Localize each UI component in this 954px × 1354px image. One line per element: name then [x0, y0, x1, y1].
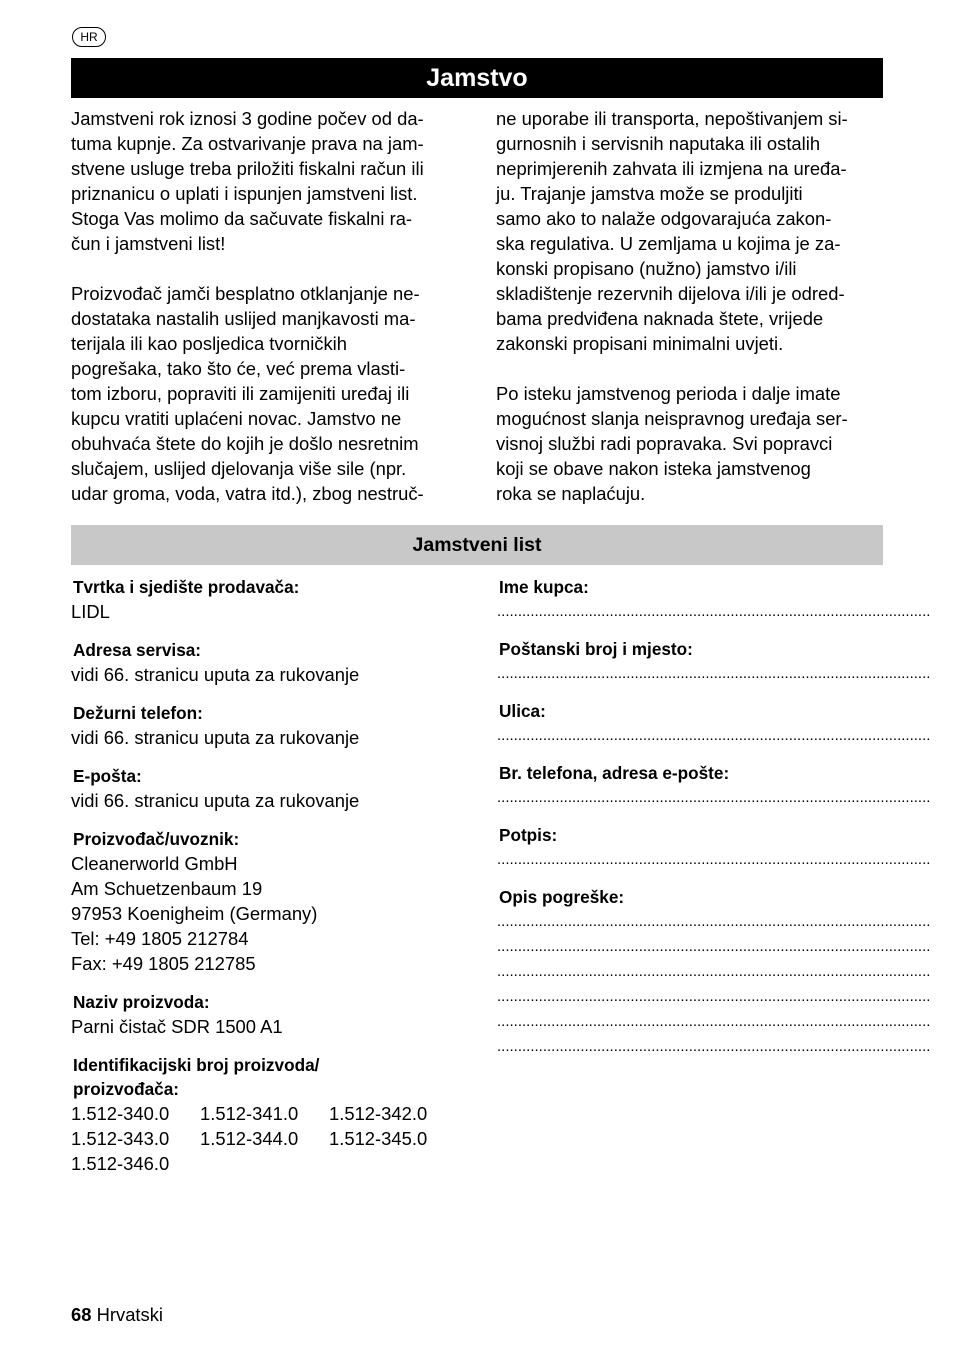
- field-value: vidi 66. stranicu uputa za rukovanje: [71, 727, 360, 748]
- text-line: ska regulativa. U zemljama u kojima je za-: [496, 233, 841, 254]
- footer-language: Hrvatski: [96, 1304, 164, 1325]
- dotted-fill-line[interactable]: ........................................................................................................: [497, 727, 931, 744]
- field-value: LIDL: [71, 601, 110, 622]
- text-line: Proizvođač jamči besplatno otklanjanje ne-: [71, 283, 420, 304]
- dotted-fill-line[interactable]: ........................................................................................................: [497, 1013, 931, 1030]
- field-value: Parni čistač SDR 1500 A1: [71, 1016, 283, 1037]
- text-line: skladištenje rezervnih dijelova i/ili je odred-: [496, 283, 845, 304]
- field-label: Ime kupca:: [499, 577, 589, 597]
- seller-info-column: [71, 575, 471, 1190]
- field-label: Identifikacijski broj proizvoda/: [73, 1055, 320, 1075]
- product-id-field: [71, 1053, 471, 1176]
- language-badge: HR: [72, 27, 106, 47]
- info-field: [71, 575, 471, 624]
- field-value: vidi 66. stranicu uputa za rukovanje: [71, 790, 360, 811]
- field-label: E-pošta:: [73, 766, 142, 786]
- field-value: Fax: +49 1805 212785: [71, 953, 256, 974]
- product-id: 1.512-341.0: [200, 1103, 299, 1124]
- text-line: priznanicu o uplati i ispunjen jamstveni list.: [71, 183, 418, 204]
- buyer-form-column: [497, 575, 931, 1072]
- section-title: Jamstveni list: [71, 525, 883, 565]
- product-id: 1.512-342.0: [329, 1103, 428, 1124]
- field-label: Adresa servisa:: [73, 640, 202, 660]
- dotted-fill-line[interactable]: ........................................................................................................: [497, 603, 931, 620]
- text-line: konski propisano (nužno) jamstvo i/ili: [496, 258, 797, 279]
- field-value: Cleanerworld GmbH: [71, 853, 238, 874]
- page-footer: [71, 1302, 163, 1327]
- field-label: Tvrtka i sjedište prodavača:: [73, 577, 300, 597]
- product-id: 1.512-343.0: [71, 1128, 170, 1149]
- dotted-fill-line[interactable]: ........................................................................................................: [497, 913, 931, 930]
- field-value: Am Schuetzenbaum 19: [71, 878, 263, 899]
- product-id-list: [71, 1101, 471, 1176]
- field-label: Potpis:: [499, 825, 558, 845]
- info-field: [71, 638, 471, 687]
- text-line: gurnosnih i servisnih naputaka ili ostalih: [496, 133, 821, 154]
- info-field: [71, 701, 471, 750]
- field-label: Poštanski broj i mjesto:: [499, 639, 693, 659]
- text-line: ju. Trajanje jamstva može se produljiti: [496, 183, 803, 204]
- buyer-field: [497, 823, 931, 872]
- field-value: Tel: +49 1805 212784: [71, 928, 249, 949]
- buyer-field: [497, 699, 931, 748]
- text-line: Jamstveni rok iznosi 3 godine počev od da-: [71, 108, 424, 129]
- paragraph: [71, 106, 461, 256]
- text-line: samo ako to nalaže odgovarajuća zakon-: [496, 208, 832, 229]
- text-line: neprimjerenih zahvata ili izmjena na uređa-: [496, 158, 847, 179]
- text-line: pogrešaka, tako što će, već prema vlasti-: [71, 358, 406, 379]
- text-line: udar groma, voda, vatra itd.), zbog nestruč-: [71, 483, 424, 504]
- field-label: Ulica:: [499, 701, 546, 721]
- text-line: kupcu vratiti uplaćeni novac. Jamstvo ne: [71, 408, 402, 429]
- text-line: čun i jamstveni list!: [71, 233, 226, 254]
- info-field: [71, 990, 471, 1039]
- text-line: koji se obave nakon isteka jamstvenog: [496, 458, 811, 479]
- product-id: 1.512-340.0: [71, 1103, 170, 1124]
- paragraph: [71, 281, 461, 506]
- paragraph: [496, 381, 886, 506]
- dotted-fill-line[interactable]: ........................................................................................................: [497, 665, 931, 682]
- dotted-fill-line[interactable]: ........................................................................................................: [497, 938, 931, 955]
- info-field: [71, 827, 471, 976]
- dotted-fill-line[interactable]: ........................................................................................................: [497, 851, 931, 868]
- text-line: zakonski propisani minimalni uvjeti.: [496, 333, 784, 354]
- field-value: 97953 Koenigheim (Germany): [71, 903, 318, 924]
- paragraph: [496, 106, 886, 356]
- dotted-fill-line[interactable]: ........................................................................................................: [497, 988, 931, 1005]
- field-label: Dežurni telefon:: [73, 703, 203, 723]
- text-line: Stoga Vas molimo da sačuvate fiskalni ra-: [71, 208, 413, 229]
- buyer-field: [497, 761, 931, 810]
- field-label: Naziv proizvoda:: [73, 992, 210, 1012]
- text-line: visnoj službi radi popravaka. Svi popravci: [496, 433, 833, 454]
- product-id: 1.512-346.0: [71, 1153, 170, 1174]
- buyer-field: [497, 885, 931, 1059]
- field-label: Opis pogreške:: [499, 887, 625, 907]
- text-line: ne uporabe ili transporta, nepoštivanjem si-: [496, 108, 848, 129]
- text-line: obuhvaća štete do kojih je došlo nesretnim: [71, 433, 419, 454]
- text-line: roka se naplaćuju.: [496, 483, 646, 504]
- text-line: dostataka nastalih uslijed manjkavosti ma-: [71, 308, 416, 329]
- text-line: tom izboru, popraviti ili zamijeniti uređaj ili: [71, 383, 410, 404]
- field-value: vidi 66. stranicu uputa za rukovanje: [71, 664, 360, 685]
- intro-text-right-column: [496, 106, 886, 506]
- field-label: Br. telefona, adresa e-pošte:: [499, 763, 730, 783]
- product-id: 1.512-345.0: [329, 1128, 428, 1149]
- page-title: Jamstvo: [71, 58, 883, 98]
- buyer-field: [497, 575, 931, 624]
- text-line: Po isteku jamstvenog perioda i dalje imate: [496, 383, 841, 404]
- text-line: terijala ili kao posljedica tvorničkih: [71, 333, 347, 354]
- intro-text-left-column: [71, 106, 461, 506]
- info-field: [71, 764, 471, 813]
- buyer-field: [497, 637, 931, 686]
- dotted-fill-line[interactable]: ........................................................................................................: [497, 789, 931, 806]
- field-label: proizvođača:: [73, 1079, 180, 1099]
- text-line: mogućnost slanja neispravnog uređaja ser-: [496, 408, 848, 429]
- product-id: 1.512-344.0: [200, 1128, 299, 1149]
- dotted-fill-line[interactable]: ........................................................................................................: [497, 963, 931, 980]
- field-label: Proizvođač/uvoznik:: [73, 829, 240, 849]
- text-line: bama predviđena naknada štete, vrijede: [496, 308, 824, 329]
- page-number: 68: [71, 1304, 92, 1325]
- dotted-fill-line[interactable]: ........................................................................................................: [497, 1038, 931, 1055]
- text-line: slučajem, uslijed djelovanja više sile (npr.: [71, 458, 407, 479]
- text-line: stvene usluge treba priložiti fiskalni račun ili: [71, 158, 424, 179]
- text-line: tuma kupnje. Za ostvarivanje prava na jam-: [71, 133, 424, 154]
